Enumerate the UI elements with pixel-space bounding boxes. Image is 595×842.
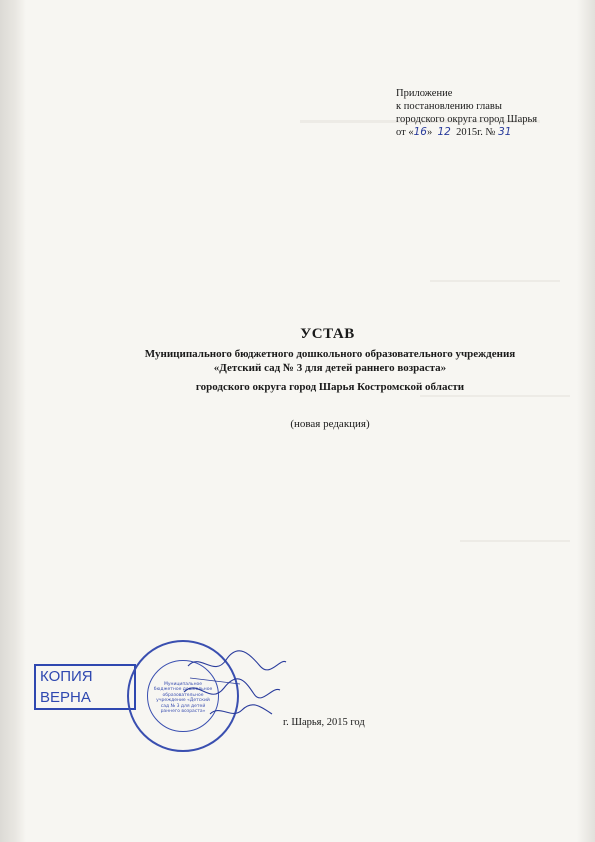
date-year: 2015г. № (456, 127, 496, 138)
appendix-line: Приложение (396, 88, 453, 99)
date-prefix: от « (396, 127, 414, 138)
stamp-line: КОПИЯ (40, 668, 93, 685)
institution-name-line: Муниципального бюджетного дошкольного образовательного учреждения (144, 348, 516, 360)
bleed-through-shadow (430, 280, 560, 282)
appendix-line: к постановлению главы (396, 101, 502, 112)
stamp-line: ВЕРНА (40, 689, 91, 706)
document-title: УСТАВ (300, 326, 355, 342)
handwritten-day: 16 (413, 126, 427, 138)
edition-note: (новая редакция) (290, 418, 370, 430)
appendix-date-line (396, 126, 586, 139)
seal-text: Муниципальное бюджетное дошкольное образовательное учреждение «Детский сад № 3 для детей раннего возраста» (153, 682, 213, 715)
copy-verified-stamp (34, 664, 136, 710)
handwritten-month: 12 (437, 126, 451, 138)
date-separator: » (426, 127, 433, 138)
appendix-block (396, 87, 586, 139)
institution-name-line: «Детский сад № 3 для детей раннего возраста» (213, 362, 447, 374)
place-and-year: г. Шарья, 2015 год (283, 717, 365, 728)
bleed-through-shadow (460, 540, 570, 542)
scan-edge-left (0, 0, 26, 842)
appendix-line: городского округа город Шарья (396, 114, 538, 125)
handwritten-signature (180, 648, 290, 723)
institution-location-line: городского округа город Шарья Костромской области (195, 381, 465, 393)
bleed-through-shadow (420, 395, 570, 397)
handwritten-number: 31 (498, 126, 512, 138)
